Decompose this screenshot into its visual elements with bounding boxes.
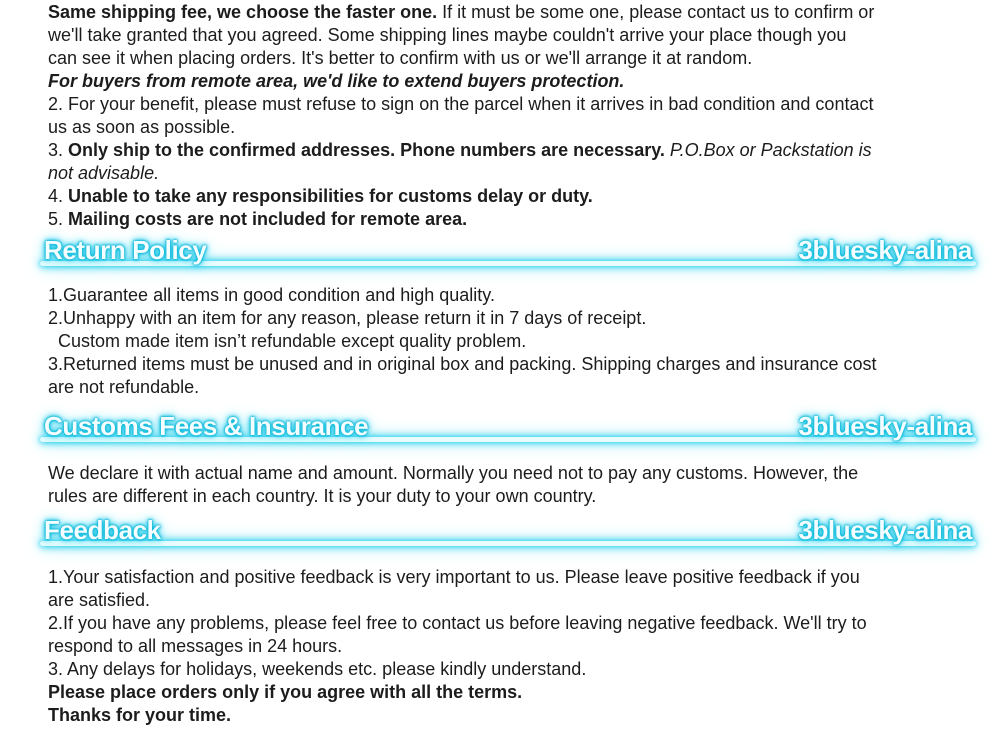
feedback-line-1: 1.Your satisfaction and positive feedback is very important to us. Please leave positive feedback if you xyxy=(48,567,860,587)
shipping-line-2: we'll take granted that you agreed. Some shipping lines maybe couldn't arrive your place though you xyxy=(48,25,847,45)
shipping-line-5: 2. For your benefit, please must refuse to sign on the parcel when it arrives in bad condition and contact xyxy=(48,94,874,114)
banner-store-name: 3bluesky-alina xyxy=(798,235,972,265)
banner-store-name: 3bluesky-alina xyxy=(798,411,972,441)
thanks-note: Thanks for your time. xyxy=(48,705,232,725)
agree-terms-note: Please place orders only if you agree with all the terms. xyxy=(48,682,523,702)
return-line-2: 2.Unhappy with an item for any reason, please return it in 7 days of receipt. xyxy=(48,308,647,328)
feedback-line-3: 2.If you have any problems, please feel free to contact us before leaving negative feedback. We'll try to xyxy=(48,613,867,633)
customs-banner xyxy=(40,412,976,446)
shipping-line-3: can see it when placing orders. It's better to confirm with us or we'll arrange it at random. xyxy=(48,48,753,68)
return-policy-banner xyxy=(40,236,976,270)
feedback-line-2: are satisfied. xyxy=(48,590,151,610)
shipping-line-1-rest: If it must be some one, please contact us to confirm or xyxy=(437,2,875,22)
shipping-line-10-num: 5. xyxy=(48,209,69,229)
customs-line-1: We declare it with actual name and amount. Normally you need not to pay any customs. However, the xyxy=(48,463,859,483)
banner-title: Feedback xyxy=(44,515,161,545)
customs-section xyxy=(48,462,988,508)
shipping-line-8: not advisable. xyxy=(48,163,160,183)
banner-store-name: 3bluesky-alina xyxy=(798,515,972,545)
feedback-banner xyxy=(40,516,976,550)
return-policy-section xyxy=(48,284,988,399)
return-line-3: Custom made item isn’t refundable except quality problem. xyxy=(58,331,527,351)
banner-title: Return Policy xyxy=(44,235,207,265)
shipping-line-1-bold: Same shipping fee, we choose the faster one. xyxy=(48,2,438,22)
shipping-line-9-num: 4. xyxy=(48,186,69,206)
customs-line-2: rules are different in each country. It is your duty to your own country. xyxy=(48,486,597,506)
shipping-line-9-bold: Unable to take any responsibilities for customs delay or duty. xyxy=(68,186,593,206)
shipping-line-7-num: 3. xyxy=(48,140,69,160)
shipping-line-10 xyxy=(48,208,988,231)
remote-area-protection: For buyers from remote area, we'd like to extend buyers protection. xyxy=(48,71,625,91)
banner-title: Customs Fees & Insurance xyxy=(44,411,369,441)
shipping-line-7-bold: Only ship to the confirmed addresses. Phone numbers are necessary. xyxy=(68,140,665,160)
shipping-line-10-bold: Mailing costs are not included for remote area. xyxy=(68,209,468,229)
feedback-section xyxy=(48,566,988,727)
return-line-4: 3.Returned items must be unused and in original box and packing. Shipping charges and insurance cost xyxy=(48,354,877,374)
return-line-5: are not refundable. xyxy=(48,377,200,397)
feedback-line-5: 3. Any delays for holidays, weekends etc. please kindly understand. xyxy=(48,659,587,679)
shipping-section xyxy=(48,1,988,231)
feedback-line-4: respond to all messages in 24 hours. xyxy=(48,636,343,656)
shipping-line-7-italic: P.O.Box or Packstation is xyxy=(664,140,872,160)
return-line-1: 1.Guarantee all items in good condition and high quality. xyxy=(48,285,495,305)
shipping-line-6: us as soon as possible. xyxy=(48,117,236,137)
shipping-line-1 xyxy=(48,1,988,24)
shipping-line-9 xyxy=(48,185,988,208)
shipping-line-7 xyxy=(48,139,988,162)
